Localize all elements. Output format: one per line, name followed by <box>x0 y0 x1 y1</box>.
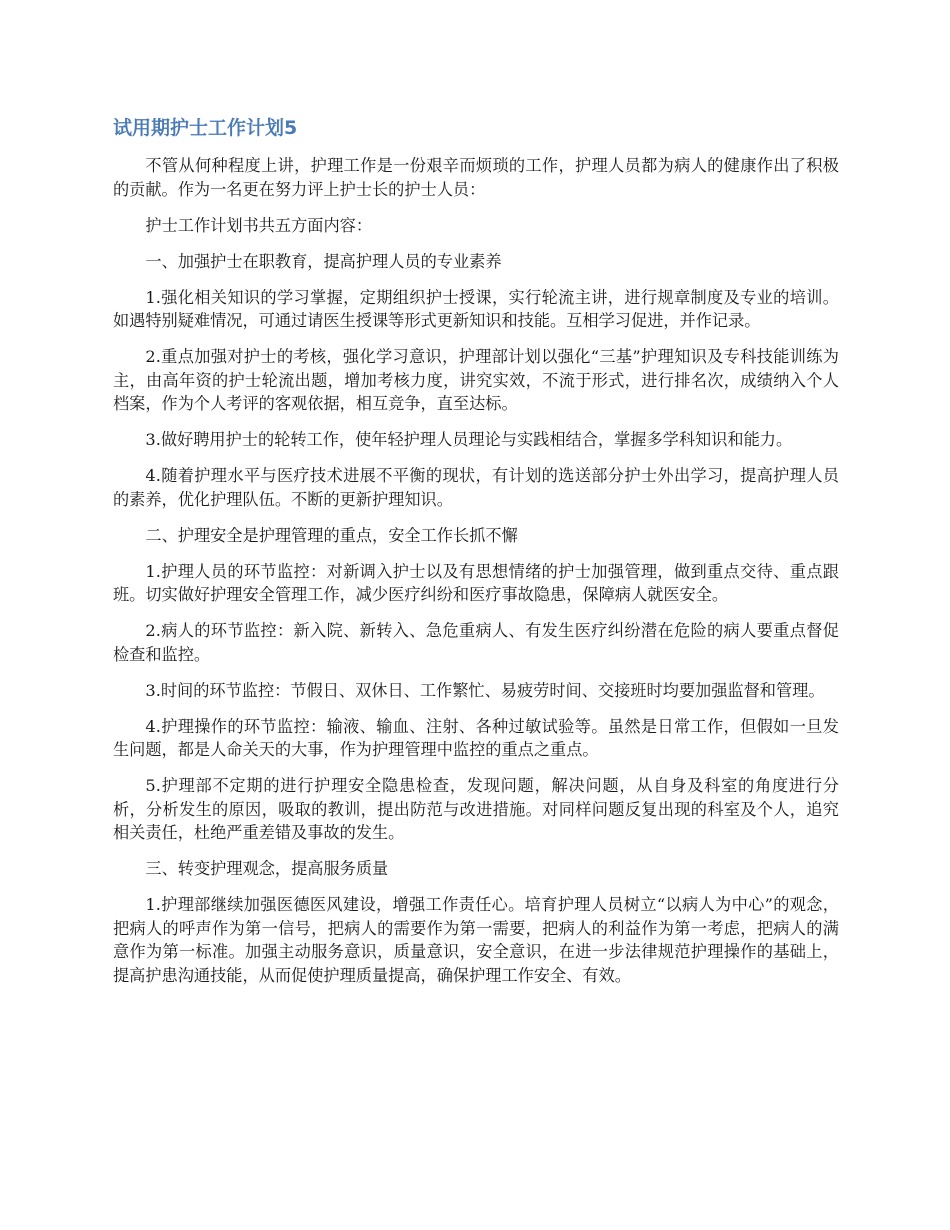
paragraph-1-4: 4.随着护理水平与医疗技术进展不平衡的现状，有计划的选送部分护士外出学习，提高护理人员的素养，优化护理队伍。不断的更新护理知识。 <box>113 466 839 509</box>
paragraph-2-4: 4.护理操作的环节监控：输液、输血、注射、各种过敏试验等。虽然是日常工作，但假如一旦发生问题，都是人命关天的大事，作为护理管理中监控的重点之重点。 <box>113 716 839 759</box>
paragraph-2-3: 3.时间的环节监控：节假日、双休日、工作繁忙、易疲劳时间、交接班时均要加强监督和管理。 <box>145 680 825 700</box>
section-heading-1: 一、加强护士在职教育，提高护理人员的专业素养 <box>145 251 502 271</box>
paragraph-1-3: 3.做好聘用护士的轮转工作，使年轻护理人员理论与实践相结合，掌握多学科知识和能力。 <box>145 430 793 449</box>
paragraph-3-1: 1.护理部继续加强医德医风建设，增强工作责任心。培育护理人员树立“以病人为中心”的观念，把病人的呼声作为第一信号，把病人的需要作为第一需要，把病人的利益作为第一考虑，把病人的满意作为第一标准。加强主动服务意识，质量意识，安全意识，在进一步法律规范护理操作的基础上，提高护患沟通技能，从而促使护理质量提高，确保护理工作安全、有效。 <box>113 895 839 985</box>
paragraph-2-5: 5.护理部不定期的进行护理安全隐患检查，发现问题，解决问题，从自身及科室的角度进行分析，分析发生的原因，吸取的教训，提出防范与改进措施。对同样问题反复出现的科室及个人，追究相关责任，杜绝严重差错及事故的发生。 <box>113 776 839 842</box>
section-heading-2: 二、护理安全是护理管理的重点，安全工作长抓不懈 <box>145 525 518 545</box>
paragraph-2-1: 1.护理人员的环节监控：对新调入护士以及有思想情绪的护士加强管理，做到重点交待、重点跟班。切实做好护理安全管理工作，减少医疗纠纷和医疗事故隐患，保障病人就医安全。 <box>113 561 839 604</box>
paragraph-overview: 护士工作计划书共五方面内容： <box>145 215 373 235</box>
document-page <box>113 112 839 1000</box>
document-title: 试用期护士工作计划5 <box>113 117 298 139</box>
paragraph-2-2: 2.病人的环节监控：新入院、新转入、急危重病人、有发生医疗纠纷潜在危险的病人要重点督促检查和监控。 <box>113 621 839 664</box>
paragraph-1-1: 1.强化相关知识的学习掌握，定期组织护士授课，实行轮流主讲，进行规章制度及专业的培训。如遇特别疑难情况，可通过请医生授课等形式更新知识和技能。互相学习促进，并作记录。 <box>113 287 839 330</box>
paragraph-intro: 不管从何种程度上讲，护理工作是一份艰辛而烦琐的工作，护理人员都为病人的健康作出了积极的贡献。作为一名更在努力评上护士长的护士人员： <box>113 156 839 199</box>
section-heading-3: 三、转变护理观念，提高服务质量 <box>145 859 389 878</box>
paragraph-1-2: 2.重点加强对护士的考核，强化学习意识，护理部计划以强化“三基”护理知识及专科技能训练为主，由高年资的护士轮流出题，增加考核力度，讲究实效，不流于形式，进行排名次，成绩纳入个人档案，作为个人考评的客观依据，相互竞争，直至达标。 <box>113 347 839 413</box>
